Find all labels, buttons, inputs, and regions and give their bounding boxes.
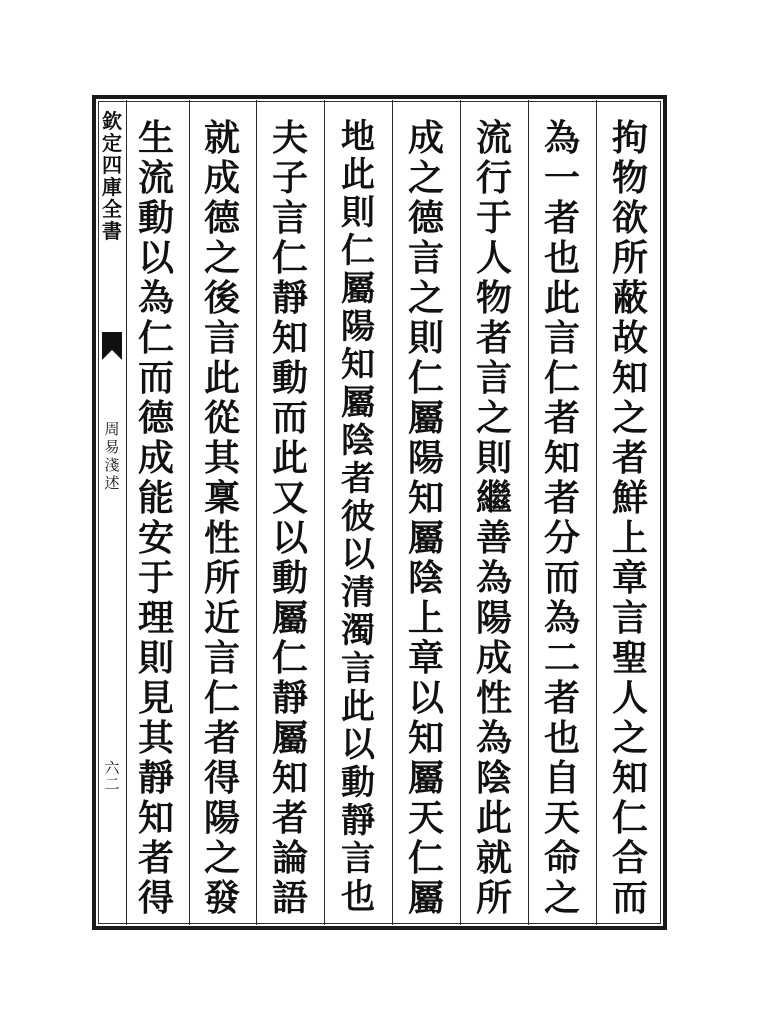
text-character: 從 bbox=[203, 397, 240, 439]
text-character: 而 bbox=[137, 357, 174, 399]
text-character: 也 bbox=[543, 237, 580, 279]
text-character: 言 bbox=[271, 197, 308, 239]
text-character: 鮮 bbox=[611, 477, 648, 519]
text-character: 屬 bbox=[341, 269, 375, 309]
text-character: 者 bbox=[271, 797, 308, 839]
text-character: 章 bbox=[407, 637, 444, 679]
text-character: 陰 bbox=[475, 757, 512, 799]
text-character: 而 bbox=[543, 557, 580, 599]
column-rule bbox=[256, 100, 257, 925]
text-character: 成 bbox=[475, 637, 512, 679]
text-character: 天 bbox=[407, 797, 444, 839]
text-character: 者 bbox=[137, 837, 174, 879]
page-number: 六二 bbox=[104, 759, 120, 793]
text-character: 其 bbox=[203, 437, 240, 479]
text-character: 命 bbox=[543, 837, 580, 879]
text-column bbox=[124, 118, 188, 918]
book-title: 周易淺述 bbox=[104, 420, 120, 492]
text-character: 則 bbox=[341, 193, 375, 233]
text-character: 安 bbox=[137, 517, 174, 559]
text-character: 者 bbox=[543, 477, 580, 519]
text-character: 者 bbox=[543, 397, 580, 439]
text-character: 以 bbox=[341, 535, 375, 575]
text-character: 行 bbox=[475, 157, 512, 199]
text-character: 此 bbox=[271, 437, 308, 479]
text-character: 以 bbox=[407, 677, 444, 719]
text-character: 陰 bbox=[341, 421, 375, 461]
text-character: 仁 bbox=[407, 357, 444, 399]
column-rule bbox=[528, 100, 529, 925]
text-character: 子 bbox=[271, 157, 308, 199]
text-character: 仁 bbox=[271, 237, 308, 279]
text-character: 動 bbox=[137, 197, 174, 239]
text-character: 仁 bbox=[203, 677, 240, 719]
text-character: 靜 bbox=[271, 677, 308, 719]
text-character: 此 bbox=[341, 155, 375, 195]
text-character: 陽 bbox=[203, 797, 240, 839]
text-character: 者 bbox=[543, 677, 580, 719]
text-character: 為 bbox=[543, 597, 580, 639]
text-column bbox=[530, 118, 594, 918]
text-character: 天 bbox=[543, 797, 580, 839]
text-character: 其 bbox=[137, 717, 174, 759]
text-character: 知 bbox=[341, 345, 375, 385]
text-character: 彼 bbox=[341, 497, 375, 537]
text-character: 陽 bbox=[341, 307, 375, 347]
text-character: 也 bbox=[543, 717, 580, 759]
text-character: 之 bbox=[203, 837, 240, 879]
text-column bbox=[326, 118, 390, 918]
text-character: 知 bbox=[271, 757, 308, 799]
text-character: 物 bbox=[611, 157, 648, 199]
text-character: 之 bbox=[203, 237, 240, 279]
text-character: 知 bbox=[271, 317, 308, 359]
text-character: 仁 bbox=[271, 637, 308, 679]
text-character: 得 bbox=[203, 757, 240, 799]
text-character: 陽 bbox=[475, 597, 512, 639]
text-character: 屬 bbox=[407, 397, 444, 439]
text-character: 者 bbox=[611, 437, 648, 479]
text-character: 靜 bbox=[341, 801, 375, 841]
text-character: 性 bbox=[203, 517, 240, 559]
text-character: 言 bbox=[341, 649, 375, 689]
text-character: 一 bbox=[543, 157, 580, 199]
text-character: 言 bbox=[203, 637, 240, 679]
text-character: 論 bbox=[271, 837, 308, 879]
text-character: 而 bbox=[611, 877, 648, 918]
text-character: 得 bbox=[137, 877, 174, 918]
text-character: 此 bbox=[203, 357, 240, 399]
text-character: 之 bbox=[407, 277, 444, 319]
text-character: 也 bbox=[341, 877, 375, 917]
text-character: 言 bbox=[543, 317, 580, 359]
text-character: 近 bbox=[203, 597, 240, 639]
text-character: 之 bbox=[611, 397, 648, 439]
text-character: 者 bbox=[341, 459, 375, 499]
text-character: 語 bbox=[271, 877, 308, 918]
text-character: 流 bbox=[137, 157, 174, 199]
text-character: 者 bbox=[203, 717, 240, 759]
text-character: 又 bbox=[271, 477, 308, 519]
fishtail-mark-icon bbox=[100, 330, 124, 366]
text-character: 清 bbox=[341, 573, 375, 613]
text-character: 之 bbox=[611, 717, 648, 759]
text-character: 欲 bbox=[611, 197, 648, 239]
text-character: 靜 bbox=[137, 757, 174, 799]
text-character: 仁 bbox=[543, 357, 580, 399]
text-character: 濁 bbox=[341, 611, 375, 651]
text-character: 所 bbox=[475, 877, 512, 918]
text-character: 聖 bbox=[611, 637, 648, 679]
text-character: 知 bbox=[407, 717, 444, 759]
text-column bbox=[598, 118, 662, 918]
column-rule bbox=[460, 100, 461, 925]
text-character: 言 bbox=[611, 597, 648, 639]
text-character: 知 bbox=[611, 757, 648, 799]
text-character: 二 bbox=[543, 637, 580, 679]
text-character: 而 bbox=[271, 397, 308, 439]
text-character: 就 bbox=[475, 837, 512, 879]
text-character: 性 bbox=[475, 677, 512, 719]
text-character: 稟 bbox=[203, 477, 240, 519]
text-character: 德 bbox=[407, 197, 444, 239]
text-character: 章 bbox=[611, 557, 648, 599]
text-character: 所 bbox=[203, 557, 240, 599]
text-character: 動 bbox=[341, 763, 375, 803]
text-character: 就 bbox=[203, 118, 240, 159]
text-character: 則 bbox=[475, 437, 512, 479]
text-character: 之 bbox=[543, 877, 580, 918]
text-character: 言 bbox=[203, 317, 240, 359]
text-character: 仁 bbox=[407, 837, 444, 879]
text-column bbox=[190, 118, 254, 918]
text-character: 于 bbox=[137, 557, 174, 599]
text-character: 屬 bbox=[341, 383, 375, 423]
text-column bbox=[462, 118, 526, 918]
text-character: 言 bbox=[475, 357, 512, 399]
text-character: 德 bbox=[203, 197, 240, 239]
text-character: 成 bbox=[137, 437, 174, 479]
text-character: 以 bbox=[271, 517, 308, 559]
text-character: 流 bbox=[475, 118, 512, 159]
text-character: 後 bbox=[203, 277, 240, 319]
text-column bbox=[394, 118, 458, 918]
text-character: 知 bbox=[407, 477, 444, 519]
collection-title: 欽定四庫全書 bbox=[102, 109, 122, 243]
text-character: 此 bbox=[543, 277, 580, 319]
text-character: 于 bbox=[475, 197, 512, 239]
text-column bbox=[258, 118, 322, 918]
text-character: 上 bbox=[407, 597, 444, 639]
text-character: 者 bbox=[475, 317, 512, 359]
text-character: 動 bbox=[271, 357, 308, 399]
text-character: 言 bbox=[407, 237, 444, 279]
text-character: 上 bbox=[611, 517, 648, 559]
text-character: 地 bbox=[341, 118, 375, 157]
text-character: 此 bbox=[341, 687, 375, 727]
text-character: 物 bbox=[475, 277, 512, 319]
text-character: 則 bbox=[407, 317, 444, 359]
text-character: 知 bbox=[137, 797, 174, 839]
text-character: 繼 bbox=[475, 477, 512, 519]
text-character: 能 bbox=[137, 477, 174, 519]
text-character: 為 bbox=[475, 717, 512, 759]
text-character: 為 bbox=[543, 118, 580, 159]
text-character: 善 bbox=[475, 517, 512, 559]
text-character: 為 bbox=[475, 557, 512, 599]
text-character: 合 bbox=[611, 837, 648, 879]
text-character: 知 bbox=[543, 437, 580, 479]
text-character: 屬 bbox=[407, 517, 444, 559]
text-character: 屬 bbox=[271, 717, 308, 759]
text-character: 理 bbox=[137, 597, 174, 639]
text-character: 夫 bbox=[271, 118, 308, 159]
text-character: 人 bbox=[475, 237, 512, 279]
text-character: 發 bbox=[203, 877, 240, 918]
text-character: 仁 bbox=[341, 231, 375, 271]
text-character: 所 bbox=[611, 237, 648, 279]
text-character: 人 bbox=[611, 677, 648, 719]
text-character: 以 bbox=[137, 237, 174, 279]
column-rule bbox=[596, 100, 597, 925]
text-character: 知 bbox=[611, 357, 648, 399]
text-character: 陽 bbox=[407, 437, 444, 479]
text-character: 成 bbox=[407, 118, 444, 159]
text-character: 則 bbox=[137, 637, 174, 679]
text-character: 生 bbox=[137, 118, 174, 159]
text-character: 德 bbox=[137, 397, 174, 439]
text-character: 成 bbox=[203, 157, 240, 199]
text-character: 分 bbox=[543, 517, 580, 559]
text-character: 屬 bbox=[271, 597, 308, 639]
text-character: 言 bbox=[341, 839, 375, 879]
text-character: 仁 bbox=[137, 317, 174, 359]
text-character: 以 bbox=[341, 725, 375, 765]
text-character: 動 bbox=[271, 557, 308, 599]
text-character: 屬 bbox=[407, 757, 444, 799]
text-character: 拘 bbox=[611, 118, 648, 159]
text-character: 為 bbox=[137, 277, 174, 319]
text-character: 陰 bbox=[407, 557, 444, 599]
text-character: 仁 bbox=[611, 797, 648, 839]
text-character: 故 bbox=[611, 317, 648, 359]
text-character: 屬 bbox=[407, 877, 444, 918]
text-character: 此 bbox=[475, 797, 512, 839]
text-character: 蔽 bbox=[611, 277, 648, 319]
column-rule bbox=[324, 100, 325, 925]
text-character: 靜 bbox=[271, 277, 308, 319]
text-character: 者 bbox=[543, 197, 580, 239]
text-character: 見 bbox=[137, 677, 174, 719]
column-rule bbox=[392, 100, 393, 925]
text-character: 自 bbox=[543, 757, 580, 799]
text-character: 之 bbox=[407, 157, 444, 199]
text-character: 之 bbox=[475, 397, 512, 439]
